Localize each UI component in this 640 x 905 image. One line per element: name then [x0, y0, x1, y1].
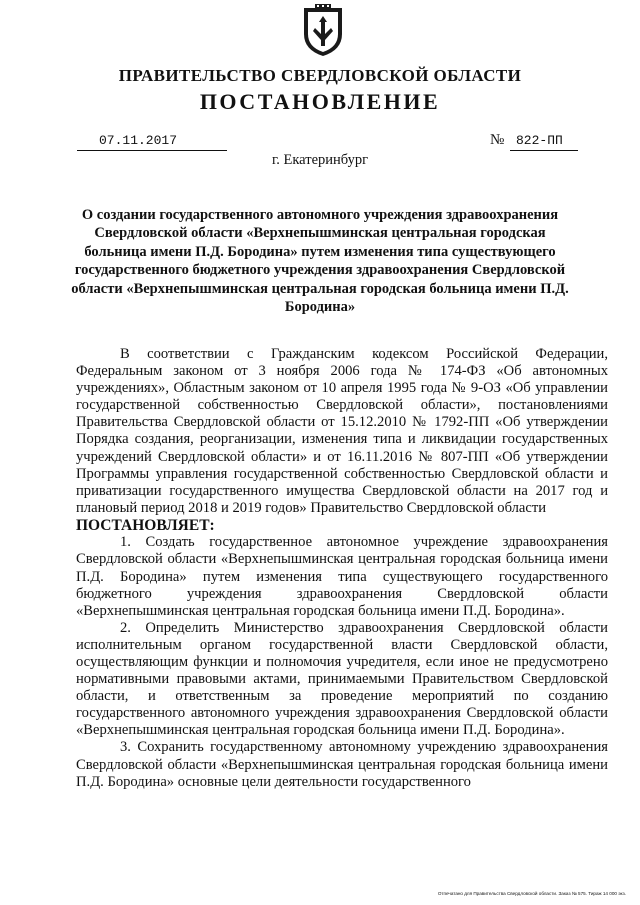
document-number: 822-ПП [510, 133, 578, 151]
government-name: ПРАВИТЕЛЬСТВО СВЕРДЛОВСКОЙ ОБЛАСТИ [118, 66, 522, 85]
coat-of-arms-icon [300, 4, 346, 58]
resolves-heading: ПОСТАНОВЛЯЕТ: [76, 516, 215, 534]
document-date: 07.11.2017 [77, 133, 227, 151]
preamble-paragraph: В соответствии с Гражданским кодексом Российской Федерации, Федеральным законом от 3 ноября 2006 года № 174-ФЗ «Об автономных учреждениях», Областным законом от 10 апреля 1995 года № 9-ОЗ «Об управлении государственной собственностью Свердловской области», постановлениями Правительства Свердловской области от 15.12.2010 № 1792-ПП «Об утверждении Порядка создания, реорганизации, изменения типа и ликвидации государственных учреждений Свердловской области» и от 16.11.2016 № 807-ПП «Об утверждении Программы управления государственной собственностью Свердловской области и приватизации государственного имущества Свердловской области на 2017 год и плановый период 2018 и 2019 годов» Правительство Свердловской области [76, 346, 608, 516]
number-label: № [490, 132, 505, 148]
city: г. Екатеринбург [271, 152, 369, 168]
list-item: 2. Определить Министерство здравоохранения Свердловской области исполнительным органом государственной власти Свердловской области, осуществляющим функции и полномочия учредителя, если иное не предусмотрено нормативными правовыми актами, принимаемыми Правительством Свердловской области, и ответственным за проведение мероприятий по созданию государственного автономного учреждения здравоохранения Свердловской области «Верхнепышминская центральная городская больница имени П.Д. Бородина». [76, 619, 608, 739]
document-type: ПОСТАНОВЛЕНИЕ [199, 89, 441, 114]
document-body [76, 346, 608, 791]
list-item: 1. Создать государственное автономное учреждение здравоохранения Свердловской области «Верхнепышминская центральная городская больница имени П.Д. Бородина» путем изменения типа существующего государственного бюджетного учреждения здравоохранения Свердловской области «Верхнепышминская центральная городская больница имени П.Д. Бородина». [76, 534, 608, 619]
print-footnote: Отпечатано для Правительства Свердловской области. Заказ № 575. Тираж 14 000 экз. [437, 891, 626, 896]
list-item: 3. Сохранить государственному автономному учреждению здравоохранения Свердловской области «Верхнепышминская центральная городская больница имени П.Д. Бородина» основные цели деятельности государственного [76, 739, 608, 790]
document-title: О создании государственного автономного учреждения здравоохранения Свердловской области «Верхнепышминская центральная городская больница имени П.Д. Бородина» путем изменения типа существующего государственного бюджетного учреждения здравоохранения Свердловской области «Верхнепышминская центральная городская больница имени П.Д. Бородина» [71, 207, 569, 316]
